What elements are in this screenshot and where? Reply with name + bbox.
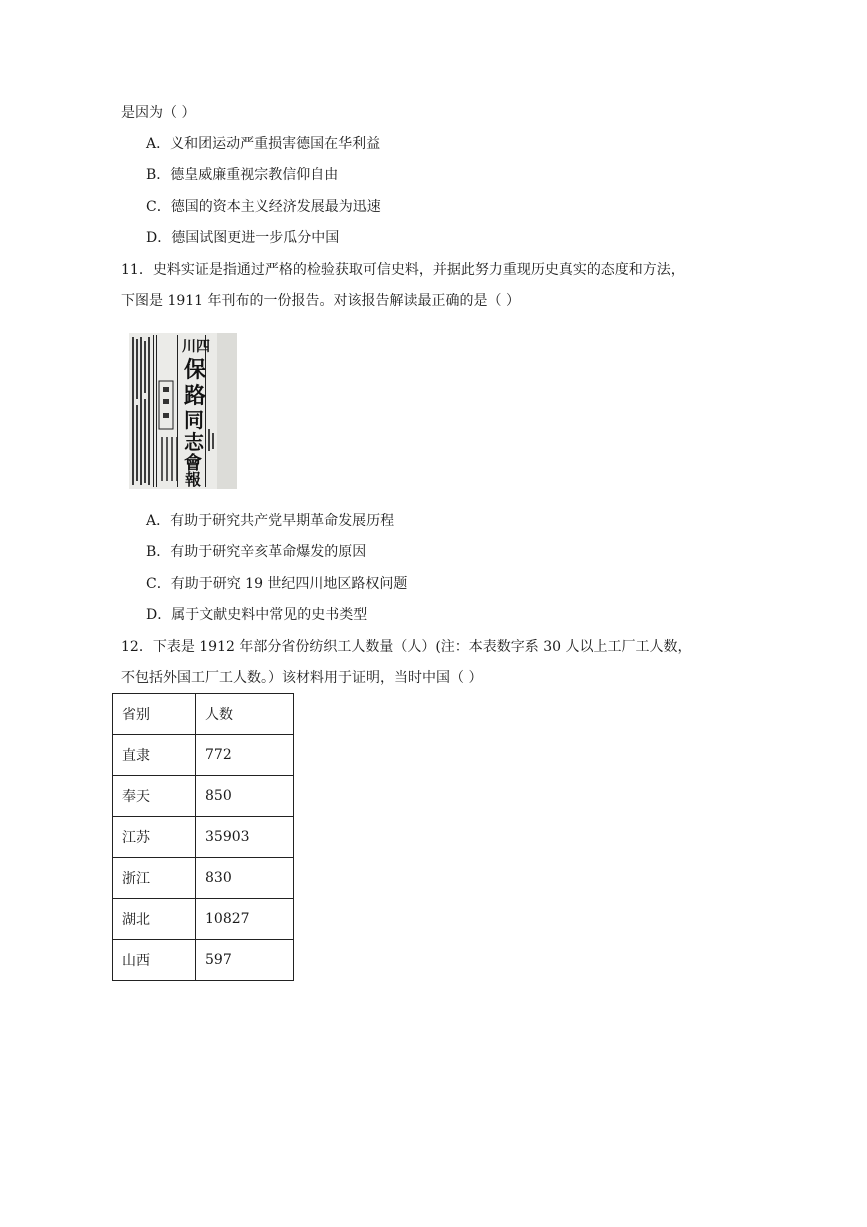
count-cell: 10827 (196, 899, 294, 940)
count-cell: 35903 (196, 817, 294, 858)
province-cell: 江苏 (113, 817, 196, 858)
count-cell: 772 (196, 735, 294, 776)
table-row (113, 776, 294, 817)
province-cell: 直隶 (113, 735, 196, 776)
table-row (113, 858, 294, 899)
table-row (113, 817, 294, 858)
q11-option-b: B．有助于研究辛亥革命爆发的原因 (146, 544, 367, 560)
q11-stem-line2: 下图是 1911 年刊布的一份报告。对该报告解读最正确的是（ ） (121, 293, 520, 309)
q10-option-d: D．德国试图更进一步瓜分中国 (146, 230, 340, 246)
report-photo (129, 333, 237, 489)
svg-text:保: 保 (184, 357, 207, 383)
svg-text:同: 同 (184, 408, 204, 432)
province-cell: 山西 (113, 940, 196, 981)
province-cell: 奉天 (113, 776, 196, 817)
q12-stem-line2: 不包括外国工厂工人数。）该材料用于证明，当时中国（ ） (121, 670, 483, 686)
q10-option-b: B．德皇威廉重视宗教信仰自由 (146, 167, 339, 183)
count-cell: 597 (196, 940, 294, 981)
q11-stem-line1: 11．史料实证是指通过严格的检验获取可信史料，并据此努力重现历史真实的态度和方法， (121, 262, 685, 278)
q10-option-a: A．义和团运动严重损害德国在华利益 (146, 136, 381, 152)
province-cell: 湖北 (113, 899, 196, 940)
svg-text:會: 會 (184, 453, 202, 474)
table-row (113, 735, 294, 776)
worker-count-table (112, 693, 294, 981)
q10-option-c: C．德国的资本主义经济发展最为迅速 (146, 199, 381, 215)
svg-text:報: 報 (185, 470, 202, 489)
province-cell: 浙江 (113, 858, 196, 899)
q11-option-d: D．属于文献史料中常见的史书类型 (146, 607, 368, 623)
table-row (113, 940, 294, 981)
table-row (113, 899, 294, 940)
count-cell: 850 (196, 776, 294, 817)
header-province: 省别 (113, 694, 196, 735)
q10-stem-tail: 是因为（ ） (121, 105, 196, 121)
header-count: 人数 (196, 694, 294, 735)
svg-text:四: 四 (196, 339, 210, 355)
svg-text:志: 志 (184, 430, 204, 454)
table-header-row (113, 694, 294, 735)
q12-stem-line1: 12．下表是 1912 年部分省份纺织工人数量（人）(注：本表数字系 30 人以上工厂工人数， (121, 639, 692, 655)
svg-text:路: 路 (184, 383, 207, 409)
q11-option-a: A．有助于研究共产党早期革命发展历程 (146, 513, 395, 529)
svg-text:川: 川 (182, 339, 196, 355)
q11-option-c: C．有助于研究 19 世纪四川地区路权问题 (146, 576, 408, 592)
count-cell: 830 (196, 858, 294, 899)
